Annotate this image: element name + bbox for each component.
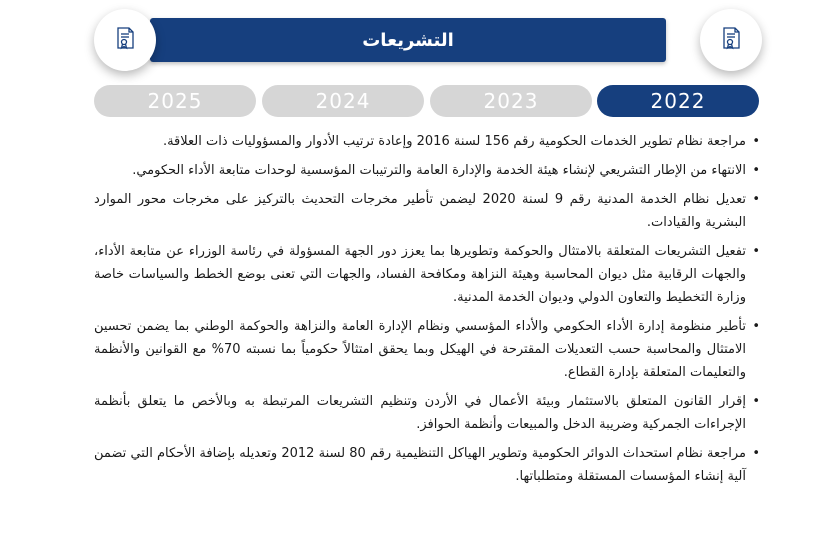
bullet-icon: • [752,319,760,334]
list-item-text: مراجعة نظام استحداث الدوائر الحكومية وتطوير الهياكل التنظيمية رقم 80 لسنة 2012 وتعديله بإضافة الأحكام التي تضمن آلية إنشاء المؤسسات المستقلة ومتطلباتها. [94,446,746,484]
tab-2024[interactable]: 2024 [262,85,424,117]
bullet-icon: • [752,446,760,461]
list-item-text: تأطير منظومة إدارة الأداء الحكومي والأداء المؤسسي ونظام الإدارة العامة والنزاهة والحوكمة الوطني بما يضمن تحسين الامتثال والمحاسبة حسب التعديلات المقترحة في الهيكل وبما يحقق امتثالاً حكومياً بما نسبته 70% مع القوانين والأنظمة والتعليمات المتعلقة بإدارة القطاع. [94,319,746,380]
section-title: التشريعات [362,29,454,51]
bullet-icon: • [752,134,760,149]
list-item-text: تفعيل التشريعات المتعلقة بالامتثال والحوكمة وتطويرها بما يعزز دور الجهة المسؤولة في رئاسة الوزراء عن متابعة الأداء، والجهات الرقابية مثل ديوان المحاسبة وهيئة النزاهة ومكافحة الفساد، والجهات التي تعنى بوضع الخطط والسياسات خاصة وزارة التخطيط والتعاون الدولي وديوان الخدمة المدنية. [94,244,746,305]
tab-2023[interactable]: 2023 [430,85,592,117]
list-item [94,315,760,384]
list-item-text: الانتهاء من الإطار التشريعي لإنشاء هيئة الخدمة والإدارة العامة والترتيبات المؤسسية لوحدات متابعة الأداء الحكومي. [132,163,746,178]
tab-2022[interactable]: 2022 [597,85,759,117]
year-tabs [94,85,759,117]
bullet-icon: • [752,244,760,259]
list-item [94,188,760,234]
list-item [94,159,760,182]
document-seal-icon [112,25,138,55]
list-item [94,442,760,488]
list-item [94,240,760,309]
bullet-icon: • [752,192,760,207]
list-item-text: تعديل نظام الخدمة المدنية رقم 9 لسنة 2020 ليضمن تأطير مخرجات التحديث بالتركيز على مخرجات محور الموارد البشرية والقيادات. [94,192,747,230]
left-badge [94,9,156,71]
list-item-text: إقرار القانون المتعلق بالاستثمار وبيئة الأعمال في الأردن وتنظيم التشريعات المرتبطة به وبالأخص ما يتعلق بأنظمة الإجراءات الجمركية وضريبة الدخل والمبيعات وأنظمة الحوافز. [94,394,746,432]
right-badge [700,9,762,71]
bullet-icon: • [752,163,760,178]
document-seal-icon [718,25,744,55]
bullet-icon: • [752,394,760,409]
legislation-list [94,130,760,494]
section-header [150,18,666,62]
tab-2025[interactable]: 2025 [94,85,256,117]
list-item [94,390,760,436]
list-item [94,130,760,153]
list-item-text: مراجعة نظام تطوير الخدمات الحكومية رقم 156 لسنة 2016 وإعادة ترتيب الأدوار والمسؤوليات ذات العلاقة. [162,134,746,149]
